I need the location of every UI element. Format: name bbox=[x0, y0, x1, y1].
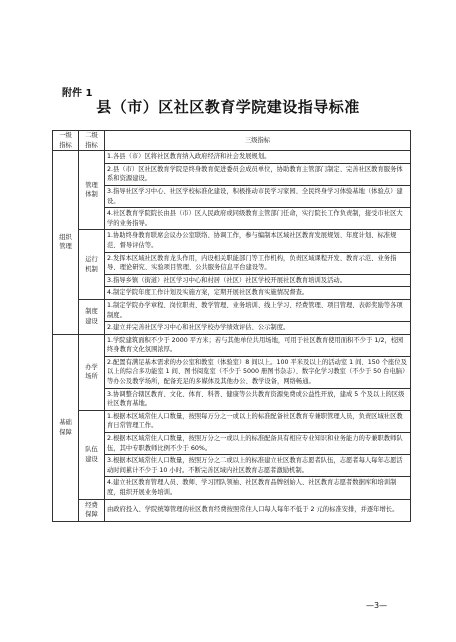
tertiary-item: 4.社区教育学院院长由县（市）区人民政府或同级教育主管部门任命，实行院长工作负责制，接受市社区大学的业务指导。 bbox=[105, 208, 411, 230]
document-title: 县（市）区社区教育学院建设指导标准 bbox=[96, 98, 360, 116]
tertiary-item: 2.根据本区域常住人口数量，按照万分之一或以上的标准配备具有相应专业知识和业务能力的专兼职教师队伍，其中专职教师比例不少于 60%。 bbox=[105, 433, 411, 455]
table-row bbox=[53, 151, 411, 164]
table-row bbox=[53, 230, 411, 252]
table-header-row bbox=[53, 131, 411, 151]
tertiary-item: 3.指导乡镇（街道）社区学习中心和村居（社区）社区学校开展社区教育培训及活动。 bbox=[105, 274, 411, 287]
secondary-indicator-venue: 办学 场所 bbox=[79, 334, 105, 410]
tertiary-item: 2.配置有满足基本需求的办公室和教室（体验室）8 间以上。100 平米及以上的活动室 1 间、150 个座位及以上的综合多功能室 1 间、图书阅览室（不少于 5000 册图书杂志）、数字化学习教室（不少于 50 台电脑）等办公及教学场所，配备充足的多媒体及其他办公、教学设备，网络畅通。 bbox=[105, 356, 411, 388]
primary-indicator-org: 组织 管理 bbox=[53, 151, 79, 335]
table-row bbox=[53, 356, 411, 388]
table-row bbox=[53, 388, 411, 410]
tertiary-item: 1.协助终身教育联席会议办公室联络、协调工作，参与编制本区域社区教育发展规划、年度计划、标准规范、督导评估等。 bbox=[105, 230, 411, 252]
page-number: —3— bbox=[366, 601, 388, 610]
tertiary-item: 4.制定学院年度工作计划及实施方案，定期开展社区教育实施情况督查。 bbox=[105, 287, 411, 300]
header-primary-indicator: 一级 指标 bbox=[53, 131, 79, 151]
table-row bbox=[53, 410, 411, 432]
table-row bbox=[53, 185, 411, 207]
table-row bbox=[53, 334, 411, 356]
secondary-indicator-team: 队伍 建设 bbox=[79, 410, 105, 499]
tertiary-item: 1.根据本区域常住人口数量，按照每万分之一或以上的标准配备社区教育专兼职管理人员，负责区域社区教育日常管理工作。 bbox=[105, 410, 411, 432]
tertiary-item: 1.学院建筑面积不少于 2000 平方米；若与其他单位共用场地，可用于社区教育使用面积不少于 1/2，校园终身教育文化氛围浓厚。 bbox=[105, 334, 411, 356]
tertiary-item: 1.制定学院办学章程、岗位职责、教学管理、业务培训、线上学习、经费管理、项目管理、表彰奖励等各项制度。 bbox=[105, 299, 411, 321]
table-row bbox=[53, 322, 411, 335]
tertiary-item: 2.县（市）区社区教育学院是终身教育促进委员会成员单位，协助教育主管部门制定、完善社区教育服务体系和资源建设。 bbox=[105, 163, 411, 185]
tertiary-item: 3.根据本区域常住人口数量，按照万分之二或以上的标准建立社区教育志愿者队伍，志愿者每人每年志愿活动时间累计不少于 10 小时。不断完善区域内社区教育志愿者激励机制。 bbox=[105, 455, 411, 477]
attachment-label: 附件 1 bbox=[62, 88, 93, 99]
secondary-indicator-regulations: 制度 建设 bbox=[79, 299, 105, 334]
table-row bbox=[53, 299, 411, 321]
secondary-indicator-mgmt-system: 管理 体制 bbox=[79, 151, 105, 230]
table-row bbox=[53, 455, 411, 477]
header-tertiary-indicator: 三级指标 bbox=[105, 131, 411, 151]
table-row bbox=[53, 499, 411, 521]
table-row bbox=[53, 252, 411, 274]
standards-table bbox=[52, 130, 411, 522]
table-row bbox=[53, 287, 411, 300]
tertiary-item: 1.各县（市）区将社区教育纳入政府经济和社会发展规划。 bbox=[105, 151, 411, 164]
tertiary-item: 3.指导社区学习中心、社区学校标准化建设，积极推动市民学习家园、全民终身学习体验基地（体验点）建设。 bbox=[105, 185, 411, 207]
header-secondary-indicator: 二级 指标 bbox=[79, 131, 105, 151]
tertiary-item: 由政府投入、学院统筹管理的社区教育经费按照常住人口每人每年不低于 2 元的标准安排，并逐年增长。 bbox=[105, 499, 411, 521]
tertiary-item: 2.发挥本区域社区教育龙头作用，内设相关职能部门等工作机构，负责区域课程开发、教育示范、业务指导、理论研究、实验项目管理、公共服务信息平台建设等。 bbox=[105, 252, 411, 274]
table-row bbox=[53, 433, 411, 455]
primary-indicator-basic: 基础 保障 bbox=[53, 334, 79, 521]
table-row bbox=[53, 208, 411, 230]
table-row bbox=[53, 477, 411, 499]
tertiary-item: 4.建立社区教育管理人员、教师、学习团队领袖、社区教育品牌创始人、社区教育志愿者数据库和培训制度，组织开展业务培训。 bbox=[105, 477, 411, 499]
secondary-indicator-funding: 经费 保障 bbox=[79, 499, 105, 521]
table-row bbox=[53, 163, 411, 185]
table-row bbox=[53, 274, 411, 287]
secondary-indicator-operation: 运行 机制 bbox=[79, 230, 105, 300]
tertiary-item: 2.建立并完善社区学习中心和社区学校办学绩效评估、公示制度。 bbox=[105, 322, 411, 335]
tertiary-item: 3.协调整合辖区教育、文化、体育、科普、健康等公共教育资源免费或公益性开放，建成 5 个及以上的区级社区教育基地。 bbox=[105, 388, 411, 410]
